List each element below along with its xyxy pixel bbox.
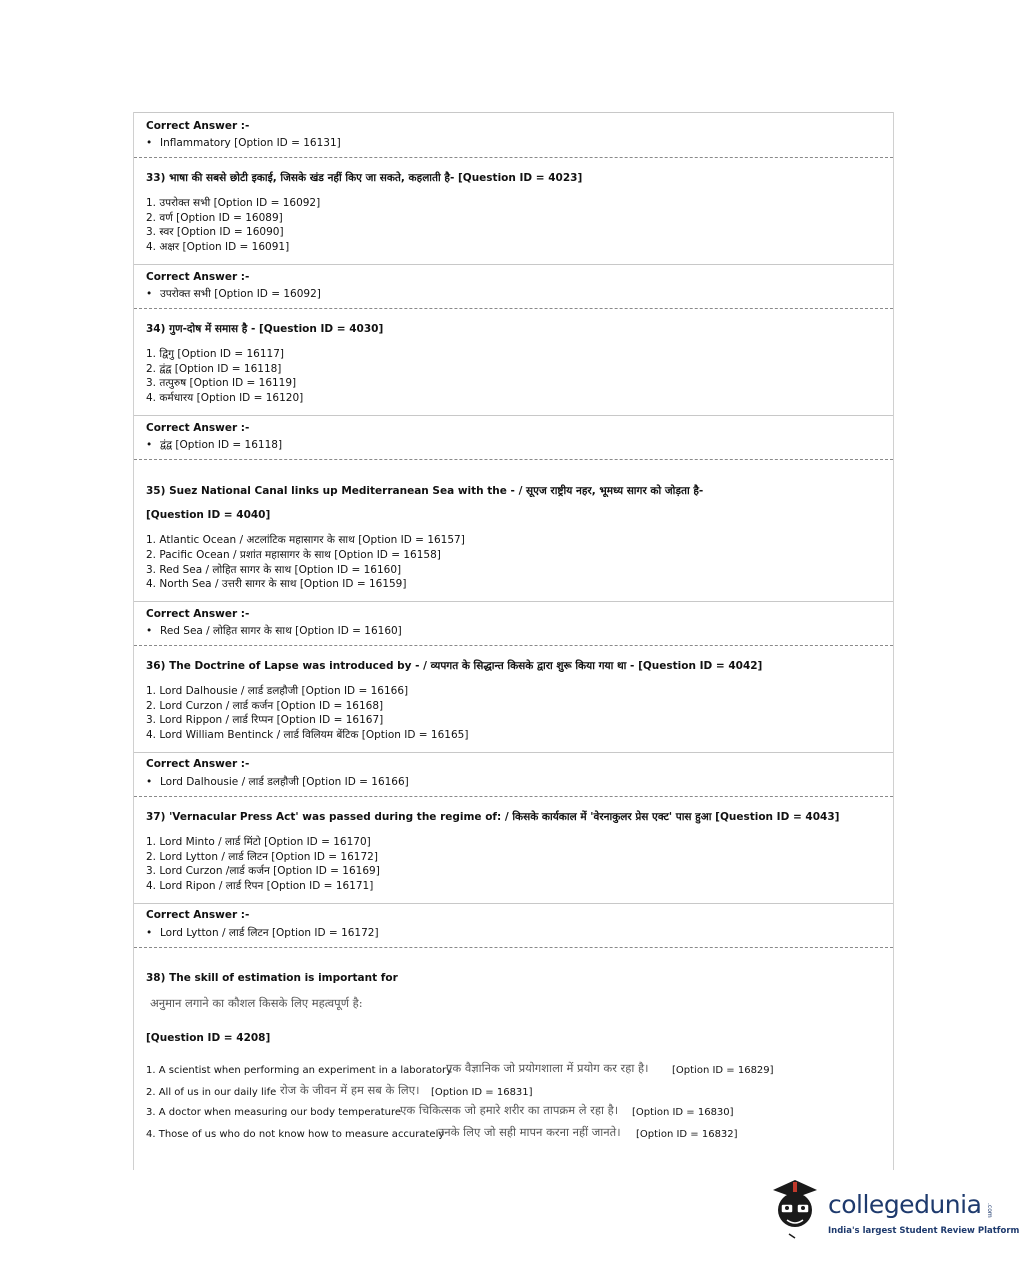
correct-answer-label: Correct Answer :- bbox=[146, 608, 250, 620]
correct-answer-value: • द्वंद्व [Option ID = 16118] bbox=[146, 439, 283, 451]
correct-answer-label: Correct Answer :- bbox=[146, 271, 250, 283]
option-item: 2. Lord Lytton / लार्ड लिटन [Option ID = 16172] bbox=[146, 851, 378, 863]
correct-answer-value: • Red Sea / लोहित सागर के साथ [Option ID = 16160] bbox=[146, 625, 402, 637]
correct-answer-label: Correct Answer :- bbox=[146, 120, 250, 132]
divider bbox=[134, 796, 893, 797]
option-item: 1. द्विगु [Option ID = 16117] bbox=[146, 348, 284, 360]
divider bbox=[134, 645, 893, 646]
divider bbox=[134, 308, 893, 309]
option-item: 2. All of us in our daily life रोज के जीवन में हम सब के लिए। [Option ID = 16831] bbox=[146, 1083, 533, 1098]
document-frame bbox=[133, 112, 894, 1170]
option-item: 2. Pacific Ocean / प्रशांत महासागर के साथ [Option ID = 16158] bbox=[146, 549, 441, 561]
option-item: 4. कर्मधारय [Option ID = 16120] bbox=[146, 392, 304, 404]
correct-answer-value: • Lord Dalhousie / लार्ड डलहौजी [Option ID = 16166] bbox=[146, 776, 409, 788]
collegedunia-logo bbox=[765, 1176, 1020, 1246]
option-item: 1. Lord Dalhousie / लार्ड डलहौजी [Option ID = 16166] bbox=[146, 685, 409, 697]
question-hindi-text: अनुमान लगाने का कौशल किसके लिए महत्वपूर्ण है: bbox=[150, 996, 363, 1010]
divider bbox=[134, 415, 893, 416]
option-item: 4. Lord William Bentinck / लार्ड विलियम बेंटिक [Option ID = 16165] bbox=[146, 729, 469, 741]
question-title: 36) The Doctrine of Lapse was introduced by - / व्यपगत के सिद्धान्त किसके द्वारा शुरू किया गया था - [Question ID = 4042] bbox=[146, 660, 763, 672]
option-item: 1. Lord Minto / लार्ड मिंटो [Option ID = 16170] bbox=[146, 836, 371, 848]
option-item: 3. Red Sea / लोहित सागर के साथ [Option ID = 16160] bbox=[146, 564, 402, 576]
option-item: 4. North Sea / उत्तरी सागर के साथ [Option ID = 16159] bbox=[146, 578, 407, 590]
option-item: 2. द्वंद्व [Option ID = 16118] bbox=[146, 363, 282, 375]
option-item: 1. Atlantic Ocean / अटलांटिक महासागर के साथ [Option ID = 16157] bbox=[146, 534, 465, 546]
logo-tagline: India's largest Student Review Platform bbox=[828, 1226, 1020, 1236]
correct-answer-value: • Inflammatory [Option ID = 16131] bbox=[146, 137, 341, 149]
divider bbox=[134, 947, 893, 948]
option-item: 4. अक्षर [Option ID = 16091] bbox=[146, 241, 290, 253]
option-item: 2. Lord Curzon / लार्ड कर्जन [Option ID = 16168] bbox=[146, 700, 384, 712]
divider bbox=[134, 903, 893, 904]
option-item: 1. उपरोक्त सभी [Option ID = 16092] bbox=[146, 197, 321, 209]
logo-domain: .com bbox=[986, 1203, 993, 1218]
question-id: [Question ID = 4040] bbox=[146, 509, 271, 521]
mascot-icon bbox=[765, 1176, 825, 1242]
divider bbox=[134, 601, 893, 602]
option-item: 3. Lord Curzon /लार्ड कर्जन [Option ID = 16169] bbox=[146, 865, 380, 877]
correct-answer-label: Correct Answer :- bbox=[146, 758, 250, 770]
question-title: 38) The skill of estimation is important for bbox=[146, 972, 398, 984]
divider bbox=[134, 157, 893, 158]
option-item: 4. Those of us who do not know how to measure accurately उनके लिए जो सही मापन करना नहीं जानते। [Option ID = 16832] bbox=[146, 1125, 738, 1140]
question-id: [Question ID = 4208] bbox=[146, 1032, 271, 1044]
logo-wordmark: collegedunia bbox=[828, 1190, 982, 1219]
correct-answer-value: • Lord Lytton / लार्ड लिटन [Option ID = 16172] bbox=[146, 927, 379, 939]
option-item: 3. Lord Rippon / लार्ड रिप्पन [Option ID = 16167] bbox=[146, 714, 384, 726]
option-item: 2. वर्ण [Option ID = 16089] bbox=[146, 212, 283, 224]
correct-answer-value: • उपरोक्त सभी [Option ID = 16092] bbox=[146, 288, 321, 300]
correct-answer-label: Correct Answer :- bbox=[146, 909, 250, 921]
option-item: 4. Lord Ripon / लार्ड रिपन [Option ID = 16171] bbox=[146, 880, 374, 892]
question-title: 37) 'Vernacular Press Act' was passed during the regime of: / किसके कार्यकाल में 'वेरनाकुलर प्रेस एक्ट' पास हुआ [Question ID = 4043] bbox=[146, 811, 840, 823]
divider bbox=[134, 459, 893, 460]
divider bbox=[134, 112, 893, 113]
divider bbox=[134, 264, 893, 265]
correct-answer-label: Correct Answer :- bbox=[146, 422, 250, 434]
question-title: 33) भाषा की सबसे छोटी इकाई, जिसके खंड नहीं किए जा सकते, कहलाती है- [Question ID = 4023] bbox=[146, 172, 583, 184]
divider bbox=[134, 752, 893, 753]
question-title: 35) Suez National Canal links up Mediterranean Sea with the - / सूएज राष्ट्रीय नहर, भूमध्य सागर को जोड़ता है- bbox=[146, 485, 704, 497]
option-item: 3. स्वर [Option ID = 16090] bbox=[146, 226, 284, 238]
option-item: 1. A scientist when performing an experiment in a laboratory एक वैज्ञानिक जो प्रयोगशाला में प्रयोग कर रहा है। [Option ID = 16829] bbox=[146, 1061, 774, 1076]
option-item: 3. तत्पुरुष [Option ID = 16119] bbox=[146, 377, 297, 389]
question-title: 34) गुण-दोष में समास है - [Question ID = 4030] bbox=[146, 323, 384, 335]
option-item: 3. A doctor when measuring our body temperature एक चिकित्सक जो हमारे शरीर का तापक्रम ले रहा है। [Option ID = 16830] bbox=[146, 1103, 734, 1118]
